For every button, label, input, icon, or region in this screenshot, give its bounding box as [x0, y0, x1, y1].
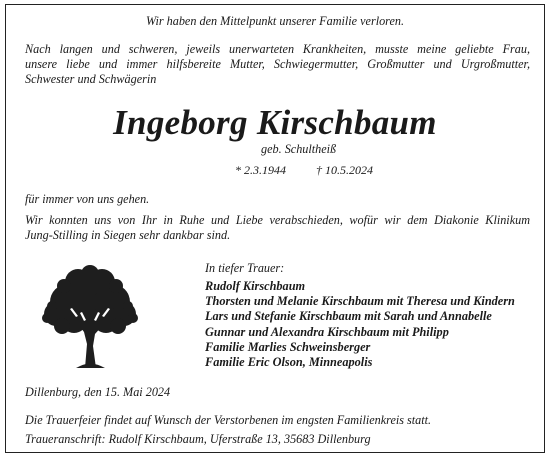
text-line-1: Nach langen und schweren, jeweils unerwarteten Krankheiten, musste meine geliebte Frau,	[25, 42, 530, 56]
mourning-address: Traueranschrift: Rudolf Kirschbaum, Uferstraße 13, 35683 Dillenburg	[25, 432, 371, 446]
place-date: Dillenburg, den 15. Mai 2024	[25, 385, 171, 399]
mourner-line: Familie Eric Olson, Minneapolis	[205, 355, 373, 370]
forever-line: für immer von uns gehen.	[25, 192, 150, 206]
mourner-line: Thorsten und Melanie Kirschbaum mit Theresa und Kindern	[205, 294, 515, 309]
tree-icon	[38, 262, 143, 370]
thanks-line-1: Wir konnten uns von Ihr in Ruhe und Liebe verabschieden, wofür wir dem Diakonie Klinikum	[25, 213, 530, 227]
mourner-line: Lars und Stefanie Kirschbaum mit Sarah und Annabelle	[205, 309, 492, 324]
thanks-line-2: Jung-Stilling in Siegen sehr dankbar sind.	[25, 228, 231, 242]
mourners-label: In tiefer Trauer:	[205, 261, 285, 275]
death-date: † 10.5.2024	[316, 163, 373, 177]
deceased-name: Ingeborg Kirschbaum	[113, 103, 437, 142]
mourner-line: Familie Marlies Schweinsberger	[205, 339, 371, 354]
funeral-info: Die Trauerfeier findet auf Wunsch der Verstorbenen im engsten Familienkreis statt.	[25, 413, 432, 427]
birth-date: * 2.3.1944	[235, 163, 286, 177]
text-line-2: unsere liebe und immer hilfsbereite Mutter, Schwiegermutter, Großmutter und Urgroßmutter,	[25, 57, 530, 71]
mourners-block	[205, 261, 515, 370]
maiden-name: geb. Schultheiß	[261, 142, 337, 156]
mourner-line: Gunnar und Alexandra Kirschbaum mit Philipp	[205, 324, 449, 339]
mourner-line: Rudolf Kirschbaum	[205, 279, 306, 293]
intro-line: Wir haben den Mittelpunkt unserer Familie verloren.	[145, 14, 405, 28]
text-line-3: Schwester und Schwägerin	[25, 72, 157, 86]
